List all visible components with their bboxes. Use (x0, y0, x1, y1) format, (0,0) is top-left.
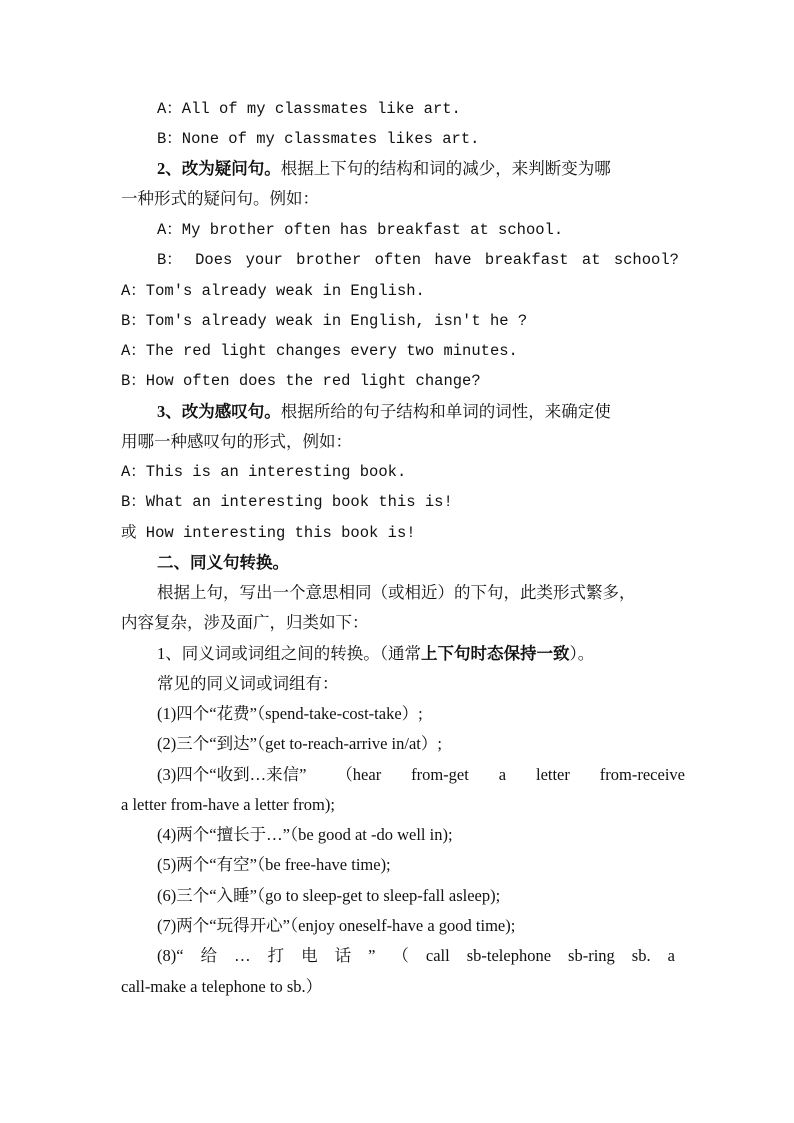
word: sb-telephone (466, 946, 552, 965)
text-line: a letter from-have a letter from); (121, 795, 335, 814)
word: letter (535, 765, 570, 784)
word: 电 (301, 946, 318, 965)
text-line: call-make a telephone to sb.） (121, 977, 323, 996)
justified-line (157, 250, 679, 270)
word: ” (368, 946, 376, 965)
list-item: (2)三个“到达”（get to-reach-arrive in/at）; (157, 734, 442, 753)
word: 给 (200, 946, 218, 965)
section-heading-exclamation (157, 402, 611, 422)
list-item (157, 946, 675, 966)
word: Does (195, 251, 233, 269)
text-line: 内容复杂，涉及面广，归类如下： (121, 613, 369, 632)
word: your (245, 251, 283, 269)
heading-rest: 根据上下句的结构和词的减少，来判断变为哪 (280, 159, 611, 178)
text-line: B：What an interesting book this is! (121, 493, 453, 511)
text-line: A：My brother often has breakfast at school. (157, 221, 564, 239)
list-item: (7)两个“玩得开心”（enjoy oneself-have a good time); (157, 916, 516, 935)
word: a (498, 765, 507, 784)
heading-rest: 根据所给的句子结构和单词的词性，来确定使 (280, 402, 611, 421)
word: breakfast (484, 251, 569, 269)
word: （hear (336, 765, 382, 784)
heading-bold: 3、改为感叹句。 (157, 402, 281, 421)
word: （ (392, 946, 409, 965)
text-line: A：This is an interesting book. (121, 463, 407, 481)
word: often (374, 251, 422, 269)
text-line: 根据上句，写出一个意思相同（或相近）的下句，此类形式繁多， (157, 583, 636, 602)
word: from-receive (599, 765, 685, 784)
list-item: (5)两个“有空”（be free-have time); (157, 855, 391, 874)
text-line: A：All of my classmates like art. (157, 100, 461, 118)
section-heading-question (157, 159, 611, 179)
word: (3)四个“收到…来信” (157, 765, 307, 784)
heading-suffix: ）。 (569, 644, 595, 663)
word: sb. (631, 946, 651, 965)
section-heading-synonym (157, 644, 594, 664)
list-item: (6)三个“入睡”（go to sleep-get to sleep-fall asleep); (157, 886, 501, 905)
text-line: 常见的同义词或词组有： (157, 674, 339, 693)
word: sb-ring (568, 946, 615, 965)
heading-prefix: 1、同义词或词组之间的转换。（通常 (157, 644, 421, 663)
text-line: 用哪一种感叹句的形式，例如： (121, 432, 352, 451)
word: (8)“ (157, 946, 184, 965)
heading-bold: 2、改为疑问句。 (157, 159, 281, 178)
word: B： (157, 251, 182, 269)
heading-bold: 上下句时态保持一致 (421, 644, 570, 663)
word: call (425, 946, 450, 965)
word: a (667, 946, 675, 965)
text-line: A：Tom's already weak in English. (121, 282, 425, 300)
word: from-get (411, 765, 469, 784)
word: brother (296, 251, 362, 269)
list-item: (1)四个“花费”（spend-take-cost-take）; (157, 704, 423, 723)
text-line: B：How often does the red light change? (121, 372, 481, 390)
list-item (157, 765, 685, 785)
word: 话 (334, 946, 352, 965)
word: have (434, 251, 472, 269)
text-line: 一种形式的疑问句。例如： (121, 189, 319, 208)
word: school? (613, 251, 679, 269)
word: at (581, 251, 601, 269)
text-line: B：Tom's already weak in English, isn't he ? (121, 312, 528, 330)
list-item: (4)两个“擅长于…”（be good at -do well in); (157, 825, 453, 844)
word: … (234, 946, 251, 965)
text-line: 或 How interesting this book is! (121, 524, 416, 542)
section-title: 二、同义句转换。 (157, 553, 289, 572)
word: 打 (267, 946, 285, 965)
text-line: A：The red light changes every two minutes. (121, 342, 518, 360)
text-line: B：None of my classmates likes art. (157, 130, 480, 148)
